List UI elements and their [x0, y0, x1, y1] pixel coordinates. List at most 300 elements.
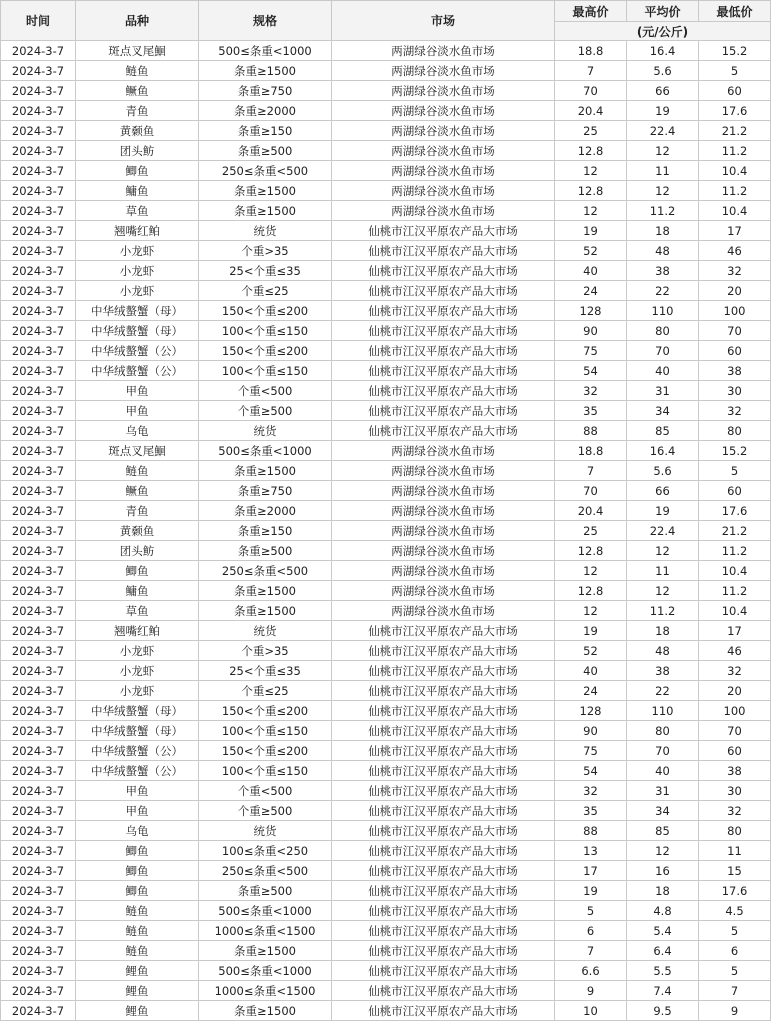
cell-market: 两湖绿谷淡水鱼市场 — [332, 441, 555, 461]
cell-max-price: 12.8 — [555, 141, 627, 161]
cell-time: 2024-3-7 — [1, 121, 76, 141]
table-row — [1, 41, 771, 61]
cell-variety: 小龙虾 — [76, 261, 199, 281]
cell-avg-price: 5.6 — [627, 461, 699, 481]
cell-max-price: 40 — [555, 261, 627, 281]
cell-market: 仙桃市江汉平原农产品大市场 — [332, 921, 555, 941]
cell-spec: 条重≥2000 — [199, 101, 332, 121]
table-row — [1, 801, 771, 821]
table-row — [1, 581, 771, 601]
cell-avg-price: 11.2 — [627, 601, 699, 621]
cell-max-price: 35 — [555, 401, 627, 421]
cell-max-price: 88 — [555, 821, 627, 841]
table-row — [1, 921, 771, 941]
cell-time: 2024-3-7 — [1, 961, 76, 981]
cell-avg-price: 5.4 — [627, 921, 699, 941]
cell-time: 2024-3-7 — [1, 1001, 76, 1021]
cell-max-price: 6.6 — [555, 961, 627, 981]
cell-market: 两湖绿谷淡水鱼市场 — [332, 161, 555, 181]
table-row — [1, 161, 771, 181]
table-row — [1, 401, 771, 421]
cell-time: 2024-3-7 — [1, 541, 76, 561]
cell-avg-price: 11 — [627, 161, 699, 181]
cell-max-price: 19 — [555, 881, 627, 901]
cell-min-price: 60 — [699, 341, 771, 361]
cell-avg-price: 31 — [627, 381, 699, 401]
cell-time: 2024-3-7 — [1, 101, 76, 121]
cell-time: 2024-3-7 — [1, 461, 76, 481]
cell-spec: 个重≤25 — [199, 281, 332, 301]
cell-variety: 甲鱼 — [76, 781, 199, 801]
cell-variety: 中华绒螯蟹（公） — [76, 361, 199, 381]
cell-time: 2024-3-7 — [1, 181, 76, 201]
cell-spec: 150<个重≤200 — [199, 341, 332, 361]
cell-market: 两湖绿谷淡水鱼市场 — [332, 181, 555, 201]
cell-avg-price: 16.4 — [627, 441, 699, 461]
cell-time: 2024-3-7 — [1, 521, 76, 541]
cell-max-price: 12.8 — [555, 581, 627, 601]
cell-min-price: 11 — [699, 841, 771, 861]
cell-min-price: 80 — [699, 421, 771, 441]
cell-time: 2024-3-7 — [1, 61, 76, 81]
cell-avg-price: 9.5 — [627, 1001, 699, 1021]
cell-min-price: 32 — [699, 661, 771, 681]
cell-avg-price: 5.6 — [627, 61, 699, 81]
cell-variety: 甲鱼 — [76, 801, 199, 821]
cell-avg-price: 31 — [627, 781, 699, 801]
cell-spec: 条重≥2000 — [199, 501, 332, 521]
cell-time: 2024-3-7 — [1, 721, 76, 741]
header-max-price: 最高价 — [555, 1, 627, 22]
cell-time: 2024-3-7 — [1, 161, 76, 181]
table-row — [1, 181, 771, 201]
cell-time: 2024-3-7 — [1, 621, 76, 641]
cell-time: 2024-3-7 — [1, 921, 76, 941]
cell-variety: 鳙鱼 — [76, 181, 199, 201]
cell-avg-price: 80 — [627, 321, 699, 341]
cell-spec: 150<个重≤200 — [199, 741, 332, 761]
cell-market: 仙桃市江汉平原农产品大市场 — [332, 981, 555, 1001]
cell-max-price: 19 — [555, 221, 627, 241]
cell-max-price: 12.8 — [555, 541, 627, 561]
cell-spec: 条重≥1500 — [199, 601, 332, 621]
table-row — [1, 141, 771, 161]
table-row — [1, 861, 771, 881]
cell-avg-price: 66 — [627, 81, 699, 101]
table-row — [1, 621, 771, 641]
table-row — [1, 981, 771, 1001]
cell-market: 两湖绿谷淡水鱼市场 — [332, 521, 555, 541]
cell-variety: 鲢鱼 — [76, 461, 199, 481]
cell-max-price: 90 — [555, 721, 627, 741]
cell-time: 2024-3-7 — [1, 361, 76, 381]
cell-time: 2024-3-7 — [1, 801, 76, 821]
cell-variety: 团头鲂 — [76, 141, 199, 161]
cell-min-price: 38 — [699, 761, 771, 781]
cell-max-price: 54 — [555, 361, 627, 381]
cell-variety: 青鱼 — [76, 101, 199, 121]
cell-variety: 甲鱼 — [76, 401, 199, 421]
cell-variety: 鲢鱼 — [76, 901, 199, 921]
cell-spec: 150<个重≤200 — [199, 701, 332, 721]
cell-min-price: 17 — [699, 221, 771, 241]
cell-variety: 鲫鱼 — [76, 881, 199, 901]
cell-variety: 鲤鱼 — [76, 961, 199, 981]
cell-min-price: 9 — [699, 1001, 771, 1021]
cell-avg-price: 5.5 — [627, 961, 699, 981]
cell-variety: 鲢鱼 — [76, 921, 199, 941]
cell-min-price: 60 — [699, 81, 771, 101]
cell-min-price: 7 — [699, 981, 771, 1001]
cell-min-price: 30 — [699, 781, 771, 801]
table-row — [1, 941, 771, 961]
cell-avg-price: 12 — [627, 541, 699, 561]
cell-min-price: 11.2 — [699, 181, 771, 201]
cell-min-price: 30 — [699, 381, 771, 401]
cell-spec: 500≤条重<1000 — [199, 961, 332, 981]
cell-variety: 鳜鱼 — [76, 481, 199, 501]
cell-time: 2024-3-7 — [1, 581, 76, 601]
table-header — [1, 1, 771, 41]
table-row — [1, 461, 771, 481]
cell-variety: 鳜鱼 — [76, 81, 199, 101]
table-row — [1, 321, 771, 341]
cell-market: 两湖绿谷淡水鱼市场 — [332, 61, 555, 81]
cell-time: 2024-3-7 — [1, 701, 76, 721]
cell-variety: 黄颡鱼 — [76, 521, 199, 541]
cell-max-price: 20.4 — [555, 501, 627, 521]
cell-spec: 条重≥1500 — [199, 1001, 332, 1021]
cell-market: 仙桃市江汉平原农产品大市场 — [332, 941, 555, 961]
cell-spec: 100<个重≤150 — [199, 761, 332, 781]
cell-time: 2024-3-7 — [1, 141, 76, 161]
table-row — [1, 121, 771, 141]
cell-variety: 鳙鱼 — [76, 581, 199, 601]
table-row — [1, 241, 771, 261]
cell-avg-price: 70 — [627, 741, 699, 761]
cell-market: 两湖绿谷淡水鱼市场 — [332, 101, 555, 121]
cell-max-price: 54 — [555, 761, 627, 781]
cell-spec: 统货 — [199, 821, 332, 841]
cell-min-price: 100 — [699, 701, 771, 721]
table-row — [1, 221, 771, 241]
cell-min-price: 17 — [699, 621, 771, 641]
cell-market: 仙桃市江汉平原农产品大市场 — [332, 741, 555, 761]
cell-time: 2024-3-7 — [1, 261, 76, 281]
cell-market: 仙桃市江汉平原农产品大市场 — [332, 281, 555, 301]
cell-max-price: 70 — [555, 481, 627, 501]
cell-spec: 条重≥1500 — [199, 181, 332, 201]
cell-variety: 鲫鱼 — [76, 841, 199, 861]
cell-market: 仙桃市江汉平原农产品大市场 — [332, 961, 555, 981]
cell-avg-price: 4.8 — [627, 901, 699, 921]
cell-max-price: 7 — [555, 61, 627, 81]
table-row — [1, 481, 771, 501]
cell-min-price: 100 — [699, 301, 771, 321]
cell-spec: 500≤条重<1000 — [199, 441, 332, 461]
cell-variety: 鲤鱼 — [76, 1001, 199, 1021]
cell-variety: 中华绒螯蟹（公） — [76, 741, 199, 761]
cell-market: 仙桃市江汉平原农产品大市场 — [332, 661, 555, 681]
cell-min-price: 10.4 — [699, 561, 771, 581]
cell-time: 2024-3-7 — [1, 741, 76, 761]
cell-market: 仙桃市江汉平原农产品大市场 — [332, 721, 555, 741]
cell-min-price: 38 — [699, 361, 771, 381]
cell-market: 仙桃市江汉平原农产品大市场 — [332, 341, 555, 361]
cell-max-price: 7 — [555, 461, 627, 481]
cell-market: 仙桃市江汉平原农产品大市场 — [332, 1001, 555, 1021]
cell-avg-price: 19 — [627, 101, 699, 121]
cell-variety: 斑点叉尾鮰 — [76, 441, 199, 461]
cell-time: 2024-3-7 — [1, 941, 76, 961]
cell-variety: 乌龟 — [76, 821, 199, 841]
header-min-price: 最低价 — [699, 1, 771, 22]
cell-min-price: 21.2 — [699, 521, 771, 541]
cell-market: 两湖绿谷淡水鱼市场 — [332, 581, 555, 601]
cell-max-price: 12 — [555, 201, 627, 221]
cell-time: 2024-3-7 — [1, 821, 76, 841]
cell-market: 仙桃市江汉平原农产品大市场 — [332, 681, 555, 701]
cell-min-price: 17.6 — [699, 501, 771, 521]
cell-max-price: 35 — [555, 801, 627, 821]
cell-variety: 中华绒螯蟹（母） — [76, 721, 199, 741]
cell-min-price: 11.2 — [699, 541, 771, 561]
cell-spec: 25<个重≤35 — [199, 261, 332, 281]
cell-time: 2024-3-7 — [1, 41, 76, 61]
cell-spec: 500≤条重<1000 — [199, 41, 332, 61]
cell-variety: 翘嘴红鲌 — [76, 621, 199, 641]
cell-avg-price: 12 — [627, 181, 699, 201]
cell-variety: 鲫鱼 — [76, 161, 199, 181]
cell-market: 仙桃市江汉平原农产品大市场 — [332, 421, 555, 441]
cell-market: 两湖绿谷淡水鱼市场 — [332, 81, 555, 101]
cell-max-price: 13 — [555, 841, 627, 861]
cell-max-price: 25 — [555, 521, 627, 541]
cell-time: 2024-3-7 — [1, 381, 76, 401]
cell-max-price: 18.8 — [555, 41, 627, 61]
cell-max-price: 10 — [555, 1001, 627, 1021]
cell-spec: 500≤条重<1000 — [199, 901, 332, 921]
cell-spec: 个重≥500 — [199, 801, 332, 821]
cell-variety: 中华绒螯蟹（公） — [76, 761, 199, 781]
table-row — [1, 101, 771, 121]
cell-avg-price: 80 — [627, 721, 699, 741]
cell-spec: 个重<500 — [199, 781, 332, 801]
cell-avg-price: 34 — [627, 401, 699, 421]
cell-variety: 草鱼 — [76, 601, 199, 621]
table-row — [1, 381, 771, 401]
cell-min-price: 10.4 — [699, 601, 771, 621]
cell-avg-price: 11.2 — [627, 201, 699, 221]
table-row — [1, 341, 771, 361]
cell-spec: 条重≥150 — [199, 521, 332, 541]
table-row — [1, 441, 771, 461]
cell-time: 2024-3-7 — [1, 441, 76, 461]
cell-avg-price: 6.4 — [627, 941, 699, 961]
table-row — [1, 1001, 771, 1021]
cell-spec: 个重<500 — [199, 381, 332, 401]
table-row — [1, 81, 771, 101]
table-row — [1, 201, 771, 221]
cell-min-price: 20 — [699, 281, 771, 301]
header-spec: 规格 — [199, 1, 332, 41]
cell-min-price: 10.4 — [699, 201, 771, 221]
cell-market: 仙桃市江汉平原农产品大市场 — [332, 621, 555, 641]
cell-max-price: 52 — [555, 641, 627, 661]
cell-avg-price: 22 — [627, 281, 699, 301]
cell-time: 2024-3-7 — [1, 981, 76, 1001]
cell-avg-price: 11 — [627, 561, 699, 581]
table-row — [1, 61, 771, 81]
cell-spec: 150<个重≤200 — [199, 301, 332, 321]
cell-max-price: 7 — [555, 941, 627, 961]
cell-market: 仙桃市江汉平原农产品大市场 — [332, 401, 555, 421]
cell-time: 2024-3-7 — [1, 681, 76, 701]
cell-min-price: 6 — [699, 941, 771, 961]
cell-market: 仙桃市江汉平原农产品大市场 — [332, 881, 555, 901]
cell-min-price: 70 — [699, 721, 771, 741]
cell-variety: 甲鱼 — [76, 381, 199, 401]
cell-spec: 250≤条重<500 — [199, 561, 332, 581]
cell-variety: 翘嘴红鲌 — [76, 221, 199, 241]
cell-min-price: 15 — [699, 861, 771, 881]
cell-min-price: 10.4 — [699, 161, 771, 181]
cell-spec: 1000≤条重<1500 — [199, 981, 332, 1001]
cell-spec: 25<个重≤35 — [199, 661, 332, 681]
cell-spec: 个重>35 — [199, 641, 332, 661]
cell-market: 仙桃市江汉平原农产品大市场 — [332, 781, 555, 801]
cell-market: 仙桃市江汉平原农产品大市场 — [332, 361, 555, 381]
cell-time: 2024-3-7 — [1, 301, 76, 321]
cell-min-price: 46 — [699, 641, 771, 661]
cell-max-price: 24 — [555, 681, 627, 701]
cell-market: 仙桃市江汉平原农产品大市场 — [332, 221, 555, 241]
cell-avg-price: 85 — [627, 821, 699, 841]
cell-min-price: 70 — [699, 321, 771, 341]
table-row — [1, 781, 771, 801]
cell-max-price: 70 — [555, 81, 627, 101]
table-row — [1, 281, 771, 301]
header-avg-price: 平均价 — [627, 1, 699, 22]
cell-avg-price: 48 — [627, 641, 699, 661]
cell-market: 两湖绿谷淡水鱼市场 — [332, 561, 555, 581]
cell-max-price: 12 — [555, 161, 627, 181]
cell-avg-price: 12 — [627, 841, 699, 861]
cell-min-price: 5 — [699, 961, 771, 981]
table-row — [1, 421, 771, 441]
cell-spec: 统货 — [199, 221, 332, 241]
cell-max-price: 128 — [555, 701, 627, 721]
cell-avg-price: 12 — [627, 581, 699, 601]
cell-min-price: 60 — [699, 481, 771, 501]
cell-avg-price: 18 — [627, 221, 699, 241]
cell-max-price: 128 — [555, 301, 627, 321]
header-variety: 品种 — [76, 1, 199, 41]
table-row — [1, 721, 771, 741]
cell-market: 仙桃市江汉平原农产品大市场 — [332, 761, 555, 781]
cell-avg-price: 7.4 — [627, 981, 699, 1001]
table-row — [1, 601, 771, 621]
cell-market: 两湖绿谷淡水鱼市场 — [332, 501, 555, 521]
cell-spec: 条重≥1500 — [199, 61, 332, 81]
cell-spec: 条重≥750 — [199, 481, 332, 501]
cell-time: 2024-3-7 — [1, 321, 76, 341]
cell-spec: 250≤条重<500 — [199, 861, 332, 881]
cell-spec: 条重≥1500 — [199, 941, 332, 961]
cell-time: 2024-3-7 — [1, 421, 76, 441]
table-body — [1, 41, 771, 1021]
cell-avg-price: 18 — [627, 621, 699, 641]
cell-avg-price: 40 — [627, 761, 699, 781]
cell-variety: 中华绒螯蟹（母） — [76, 701, 199, 721]
cell-max-price: 5 — [555, 901, 627, 921]
cell-min-price: 32 — [699, 261, 771, 281]
cell-variety: 斑点叉尾鮰 — [76, 41, 199, 61]
cell-min-price: 46 — [699, 241, 771, 261]
cell-variety: 草鱼 — [76, 201, 199, 221]
cell-time: 2024-3-7 — [1, 641, 76, 661]
cell-variety: 黄颡鱼 — [76, 121, 199, 141]
cell-max-price: 32 — [555, 781, 627, 801]
cell-min-price: 60 — [699, 741, 771, 761]
cell-avg-price: 40 — [627, 361, 699, 381]
table-row — [1, 821, 771, 841]
cell-min-price: 17.6 — [699, 101, 771, 121]
cell-avg-price: 16 — [627, 861, 699, 881]
table-row — [1, 881, 771, 901]
cell-avg-price: 38 — [627, 261, 699, 281]
cell-market: 两湖绿谷淡水鱼市场 — [332, 201, 555, 221]
cell-avg-price: 38 — [627, 661, 699, 681]
cell-avg-price: 22.4 — [627, 521, 699, 541]
cell-time: 2024-3-7 — [1, 841, 76, 861]
table-row — [1, 361, 771, 381]
cell-spec: 条重≥150 — [199, 121, 332, 141]
cell-max-price: 40 — [555, 661, 627, 681]
cell-avg-price: 16.4 — [627, 41, 699, 61]
cell-market: 仙桃市江汉平原农产品大市场 — [332, 241, 555, 261]
cell-max-price: 88 — [555, 421, 627, 441]
cell-avg-price: 19 — [627, 501, 699, 521]
cell-avg-price: 12 — [627, 141, 699, 161]
cell-time: 2024-3-7 — [1, 281, 76, 301]
cell-market: 仙桃市江汉平原农产品大市场 — [332, 381, 555, 401]
cell-variety: 鲫鱼 — [76, 861, 199, 881]
cell-variety: 小龙虾 — [76, 241, 199, 261]
cell-min-price: 5 — [699, 461, 771, 481]
cell-variety: 鲫鱼 — [76, 561, 199, 581]
cell-min-price: 5 — [699, 61, 771, 81]
cell-market: 两湖绿谷淡水鱼市场 — [332, 141, 555, 161]
table-row — [1, 841, 771, 861]
cell-spec: 250≤条重<500 — [199, 161, 332, 181]
cell-avg-price: 34 — [627, 801, 699, 821]
cell-time: 2024-3-7 — [1, 761, 76, 781]
cell-market: 仙桃市江汉平原农产品大市场 — [332, 821, 555, 841]
cell-spec: 100<个重≤150 — [199, 321, 332, 341]
cell-variety: 青鱼 — [76, 501, 199, 521]
cell-variety: 鲤鱼 — [76, 981, 199, 1001]
cell-variety: 乌龟 — [76, 421, 199, 441]
cell-spec: 个重>35 — [199, 241, 332, 261]
cell-spec: 条重≥500 — [199, 141, 332, 161]
cell-time: 2024-3-7 — [1, 481, 76, 501]
cell-avg-price: 70 — [627, 341, 699, 361]
cell-market: 仙桃市江汉平原农产品大市场 — [332, 301, 555, 321]
table-row — [1, 301, 771, 321]
cell-spec: 统货 — [199, 621, 332, 641]
cell-variety: 中华绒螯蟹（公） — [76, 341, 199, 361]
